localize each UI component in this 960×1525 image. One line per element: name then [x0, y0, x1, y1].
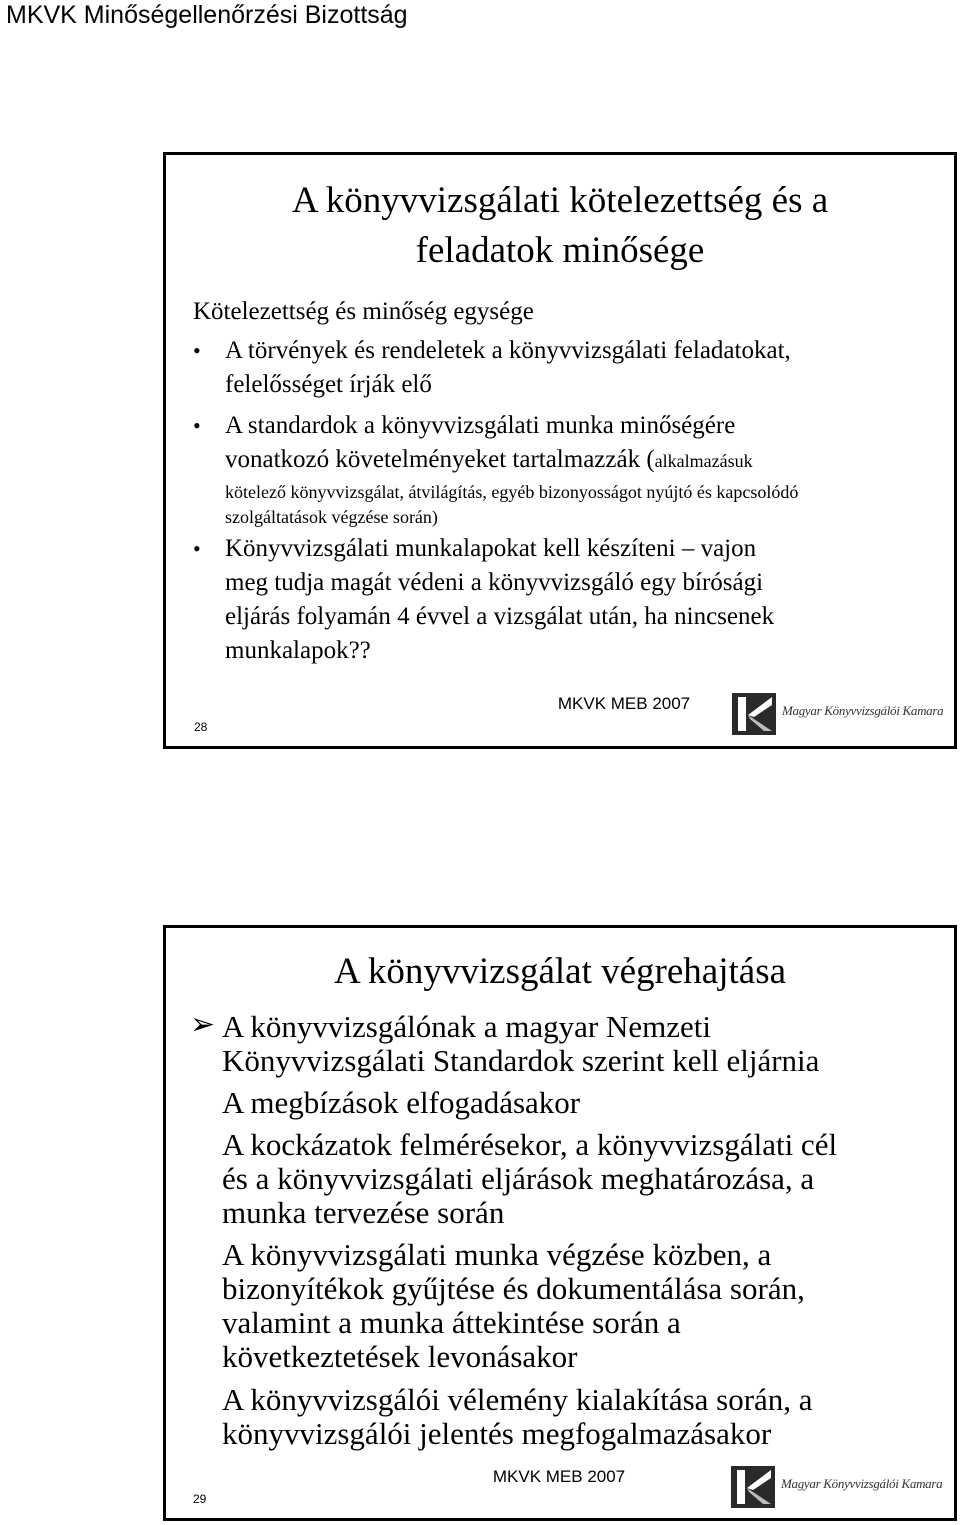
slide-28 — [163, 152, 957, 749]
bullet-line: meg tudja magát védeni a könyvvizsgáló egy bírósági — [225, 569, 764, 596]
slide-number: 28 — [194, 720, 208, 734]
list-item-line: valamint a munka áttekintése során a — [222, 1305, 681, 1340]
logo-mark-icon — [731, 1466, 775, 1508]
bullet-small-line: kötelező könyvvizsgálat, átvilágítás, egyéb bizonyosságot nyújtó és kapcsolódó — [225, 482, 799, 502]
slide-footer: MKVK MEB 2007 — [557, 694, 691, 713]
bullet-line: vonatkozó követelményeket tartalmazzák (alkalmazásuk — [225, 446, 753, 473]
list-item-line: következtetések levonásakor — [222, 1339, 578, 1374]
page-header: MKVK Minőségellenőrzési Bizottság — [6, 1, 408, 29]
bullet-line: munkalapok?? — [225, 637, 371, 664]
list-item-line: A könyvvizsgálati munka végzése közben, a — [222, 1237, 772, 1272]
list-item-line: A megbízások elfogadásakor — [222, 1085, 581, 1120]
list-item-line: A könyvvizsgálói vélemény kialakítása során, a — [222, 1382, 813, 1417]
slide-footer: MKVK MEB 2007 — [492, 1467, 626, 1486]
logo-text: Magyar Könyvvizsgálói Kamara — [782, 703, 944, 718]
arrow-bullet-icon: ➢ — [190, 1008, 216, 1041]
bullet-icon: • — [193, 338, 201, 363]
slide-title-line-1: A könyvvizsgálati kötelezettség és a — [291, 180, 829, 221]
list-item-line: bizonyítékok gyűjtése és dokumentálása során, — [222, 1271, 805, 1306]
slide-number: 29 — [193, 1492, 207, 1506]
chamber-logo — [731, 1466, 946, 1510]
logo-text: Magyar Könyvvizsgálói Kamara — [781, 1476, 943, 1491]
bullet-small-line: szolgáltatások végzése során) — [225, 507, 438, 527]
bullet-icon: • — [193, 413, 201, 438]
slide-title: A könyvvizsgálat végrehajtása — [333, 951, 787, 992]
bullet-line: felelősséget írják elő — [225, 371, 432, 398]
list-item-line: Könyvvizsgálati Standardok szerint kell eljárnia — [222, 1043, 820, 1078]
list-item-line: munka tervezése során — [222, 1195, 505, 1230]
list-item-line: A könyvvizsgálónak a magyar Nemzeti — [222, 1009, 711, 1044]
list-item-line: könyvvizsgálói jelentés megfogalmazásakor — [222, 1416, 772, 1451]
list-item-line: és a könyvvizsgálati eljárások meghatározása, a — [222, 1161, 815, 1196]
slide-title-line-2: feladatok minősége — [415, 230, 705, 271]
bullet-line: A standardok a könyvvizsgálati munka minőségére — [225, 412, 736, 439]
bullet-line: A törvények és rendeletek a könyvvizsgálati feladatokat, — [225, 337, 791, 364]
list-item-line: A kockázatok felmérésekor, a könyvvizsgálati cél — [222, 1127, 838, 1162]
logo-mark-icon — [732, 693, 776, 735]
bullet-icon: • — [193, 536, 201, 561]
chamber-logo — [732, 693, 947, 737]
slide-subtitle: Kötelezettség és minőség egysége — [193, 298, 534, 325]
bullet-line: eljárás folyamán 4 évvel a vizsgálat után, ha nincsenek — [225, 603, 775, 630]
bullet-line: Könyvvizsgálati munkalapokat kell készíteni – vajon — [225, 535, 757, 562]
